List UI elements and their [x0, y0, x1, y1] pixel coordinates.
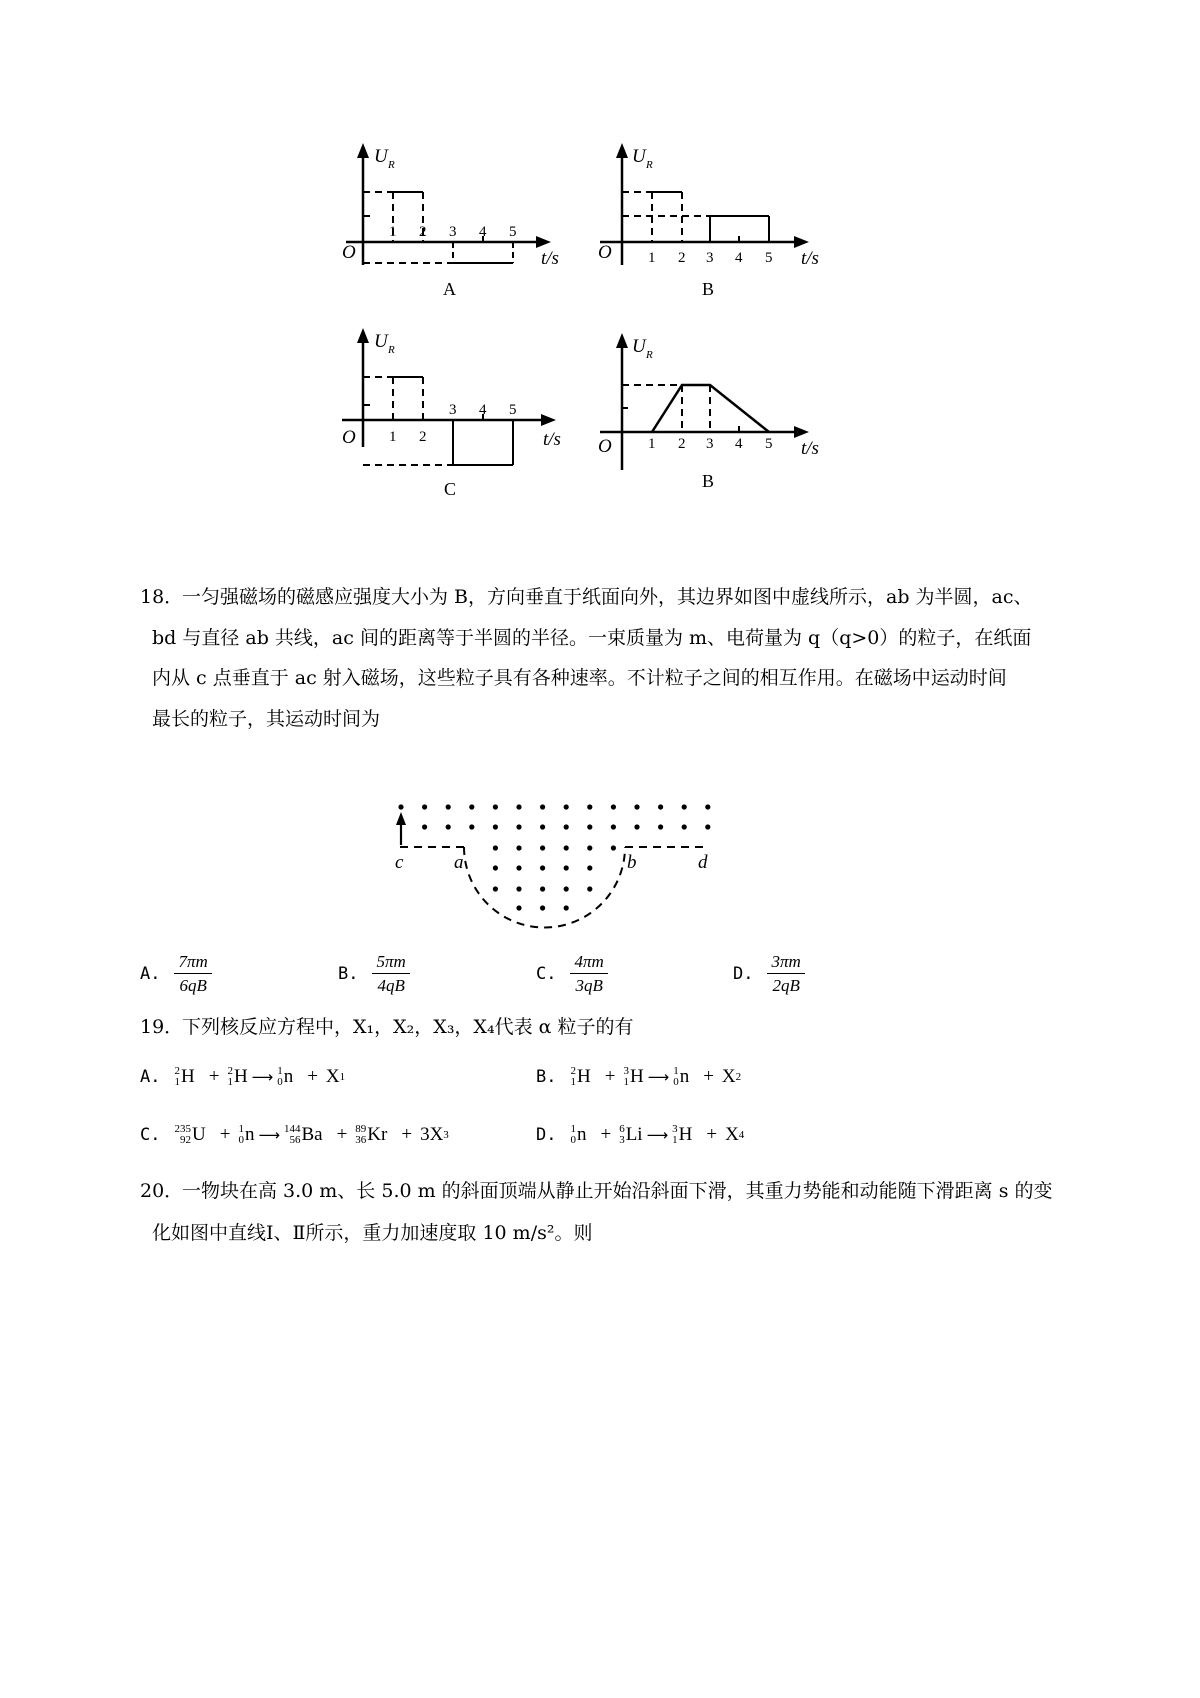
y-axis-label-sub: R: [388, 344, 395, 356]
tick-label: 3: [706, 250, 714, 266]
option-label: D.: [536, 1125, 557, 1145]
fraction-denominator: 6qB: [179, 976, 207, 995]
graph-panel-a: [336, 140, 566, 305]
answer-option-b[interactable]: [536, 1066, 741, 1088]
field-dot: [682, 824, 687, 829]
answer-option-c[interactable]: [536, 953, 608, 994]
tick-label: 2: [678, 436, 686, 452]
question-19-stem: 下列核反应方程中，X₁，X₂，X₃，X₄代表 α 粒子的有: [182, 1016, 634, 1038]
field-dot: [516, 886, 521, 891]
graph-panel-c: [336, 325, 566, 505]
question-number: 20．: [140, 1180, 184, 1202]
field-dot: [540, 886, 545, 891]
fraction-numerator: 4πm: [570, 953, 607, 974]
tick-label: 5: [509, 402, 517, 418]
nuclear-equation: 1 0 n + 6 3 Li ⟶ 3 1 H + X 4: [570, 1123, 745, 1146]
tick-label: 2: [678, 250, 686, 266]
tick-label: 1: [648, 436, 656, 452]
field-dot: [540, 804, 545, 809]
field-dot: [705, 824, 710, 829]
tick-label: 3: [449, 224, 457, 240]
question-20-line-2: 化如图中直线Ⅰ、Ⅱ所示，重力加速度取 10 m/s²。则: [152, 1222, 593, 1244]
field-dot: [564, 845, 569, 850]
field-dot: [516, 845, 521, 850]
field-dot: [422, 804, 427, 809]
field-dot: [493, 845, 498, 850]
field-dot: [540, 824, 545, 829]
y-axis-label-sub: R: [646, 159, 653, 171]
arrow-icon: ⟶: [258, 1126, 280, 1144]
field-dot: [705, 804, 710, 809]
field-dot: [516, 804, 521, 809]
field-dot: [587, 845, 592, 850]
fraction-denominator: 4qB: [377, 976, 405, 995]
field-dot: [469, 824, 474, 829]
question-18-line-1: 一匀强磁场的磁感应强度大小为 B，方向垂直于纸面向外，其边界如图中虚线所示，ab 为半圆，ac、: [182, 586, 1033, 608]
tick-label: 4: [479, 402, 487, 418]
arrow-icon: ⟶: [647, 1068, 670, 1086]
y-axis-label-sub: R: [388, 159, 395, 171]
option-label: A.: [140, 1067, 161, 1087]
point-label-d: d: [698, 852, 708, 873]
field-dot: [540, 905, 545, 910]
nuclear-equation: 2 1 H + 2 1 H ⟶ 1 0 n + X 1: [174, 1065, 346, 1088]
question-20-line-1: 一物块在高 3.0 m、长 5.0 m 的斜面顶端从静止开始沿斜面下滑，其重力势能和动能随下滑距离 s 的变: [182, 1180, 1053, 1202]
field-dot: [493, 804, 498, 809]
fraction-numerator: 3πm: [767, 953, 804, 974]
y-axis-label-sub: R: [646, 349, 653, 361]
answer-option-a[interactable]: [140, 1066, 345, 1088]
field-dot: [516, 824, 521, 829]
fraction-denominator: 2qB: [772, 976, 800, 995]
origin-label: O: [342, 427, 356, 448]
y-axis-label: U: [632, 146, 646, 167]
fraction: [372, 953, 409, 994]
tick-label: 2: [419, 224, 427, 240]
option-label: C.: [536, 963, 557, 984]
answer-option-c[interactable]: [140, 1124, 449, 1146]
x-axis-label: t/s: [801, 248, 819, 269]
answer-option-d[interactable]: [536, 1124, 744, 1146]
field-dot: [587, 824, 592, 829]
origin-label: O: [598, 436, 612, 457]
field-dot: [446, 824, 451, 829]
field-dot: [611, 845, 616, 850]
graph-panel-b-upper: [594, 140, 829, 305]
field-dot: [493, 865, 498, 870]
fraction-denominator: 3qB: [575, 976, 603, 995]
field-dot: [516, 905, 521, 910]
field-dot: [540, 845, 545, 850]
point-label-b: b: [627, 852, 637, 873]
graph-caption: A: [443, 279, 456, 299]
tick-label: 3: [449, 402, 457, 418]
y-axis-label: U: [632, 336, 646, 357]
tick-label: 5: [765, 436, 773, 452]
fraction-numerator: 5πm: [372, 953, 409, 974]
tick-label: 1: [389, 429, 397, 445]
graph-caption: B: [702, 279, 715, 299]
x-axis-label: t/s: [541, 248, 559, 269]
tick-label: 5: [509, 224, 517, 240]
up-arrow-icon: [396, 812, 406, 825]
y-axis-label: U: [374, 146, 388, 167]
tick-label: 2: [419, 429, 427, 445]
question-number: 18．: [140, 586, 184, 608]
question-number: 19．: [140, 1016, 184, 1038]
field-dot: [682, 804, 687, 809]
point-label-c: c: [395, 852, 404, 873]
field-dot: [540, 865, 545, 870]
answer-option-b[interactable]: [338, 953, 410, 994]
option-label: A.: [140, 963, 161, 984]
tick-label: 4: [735, 436, 743, 452]
field-dot: [587, 886, 592, 891]
tick-label: 3: [706, 436, 714, 452]
point-label-a: a: [454, 852, 464, 873]
field-dot: [658, 824, 663, 829]
fraction: [174, 953, 211, 994]
x-axis-label: t/s: [801, 438, 819, 459]
field-dot: [587, 865, 592, 870]
option-label: D.: [733, 963, 754, 984]
question-18-line-2: bd 与直径 ab 共线，ac 间的距离等于半圆的半径。一束质量为 m、电荷量为 q（q>0）的粒子，在纸面: [152, 627, 1032, 649]
tick-label: 5: [765, 250, 773, 266]
field-dot: [587, 804, 592, 809]
field-dot: [422, 824, 427, 829]
y-axis-label: U: [374, 331, 388, 352]
arrow-icon: ⟶: [646, 1126, 669, 1144]
graph-caption: C: [444, 479, 457, 499]
field-dot: [564, 865, 569, 870]
field-dot: [611, 804, 616, 809]
origin-label: O: [342, 242, 356, 263]
arrow-icon: ⟶: [251, 1068, 274, 1086]
option-label: B.: [536, 1067, 557, 1087]
graph-caption: B: [702, 471, 715, 491]
question-18-line-4: 最长的粒子，其运动时间为: [152, 708, 381, 730]
field-dot: [516, 865, 521, 870]
field-dot: [469, 804, 474, 809]
fraction: [570, 953, 607, 994]
graph-panel-b-lower: [594, 330, 829, 495]
nuclear-equation: 2 1 H + 3 1 H ⟶ 1 0 n + X 2: [570, 1065, 742, 1088]
field-dot: [634, 804, 639, 809]
field-dot: [611, 824, 616, 829]
answer-option-a[interactable]: [140, 953, 212, 994]
tick-label: 1: [389, 224, 397, 240]
field-dot: [564, 824, 569, 829]
tick-label: 4: [479, 224, 487, 240]
answer-option-d[interactable]: [733, 953, 805, 994]
field-dot: [634, 824, 639, 829]
tick-label: 1: [648, 250, 656, 266]
nuclear-equation: 235 92 U + 1 0 n ⟶ 144 56 Ba + 89 36 Kr + 3 X 3: [174, 1123, 449, 1146]
option-label: B.: [338, 963, 359, 984]
tick-label: 4: [735, 250, 743, 266]
field-dots: [398, 800, 710, 911]
option-label: C.: [140, 1125, 161, 1145]
fraction-numerator: 7πm: [174, 953, 211, 974]
question-18-line-3: 内从 c 点垂直于 ac 射入磁场，这些粒子具有各种速率。不计粒子之间的相互作用。在磁场中运动时间: [152, 667, 1007, 689]
field-dot: [564, 804, 569, 809]
field-boundary: [400, 847, 708, 928]
fraction: [767, 953, 804, 994]
field-dot: [493, 886, 498, 891]
field-dot: [398, 804, 403, 809]
field-dot: [564, 905, 569, 910]
field-dot: [564, 886, 569, 891]
field-dot: [446, 804, 451, 809]
x-axis-label: t/s: [543, 429, 561, 450]
field-dot: [493, 824, 498, 829]
field-dot: [658, 804, 663, 809]
origin-label: O: [598, 242, 612, 263]
